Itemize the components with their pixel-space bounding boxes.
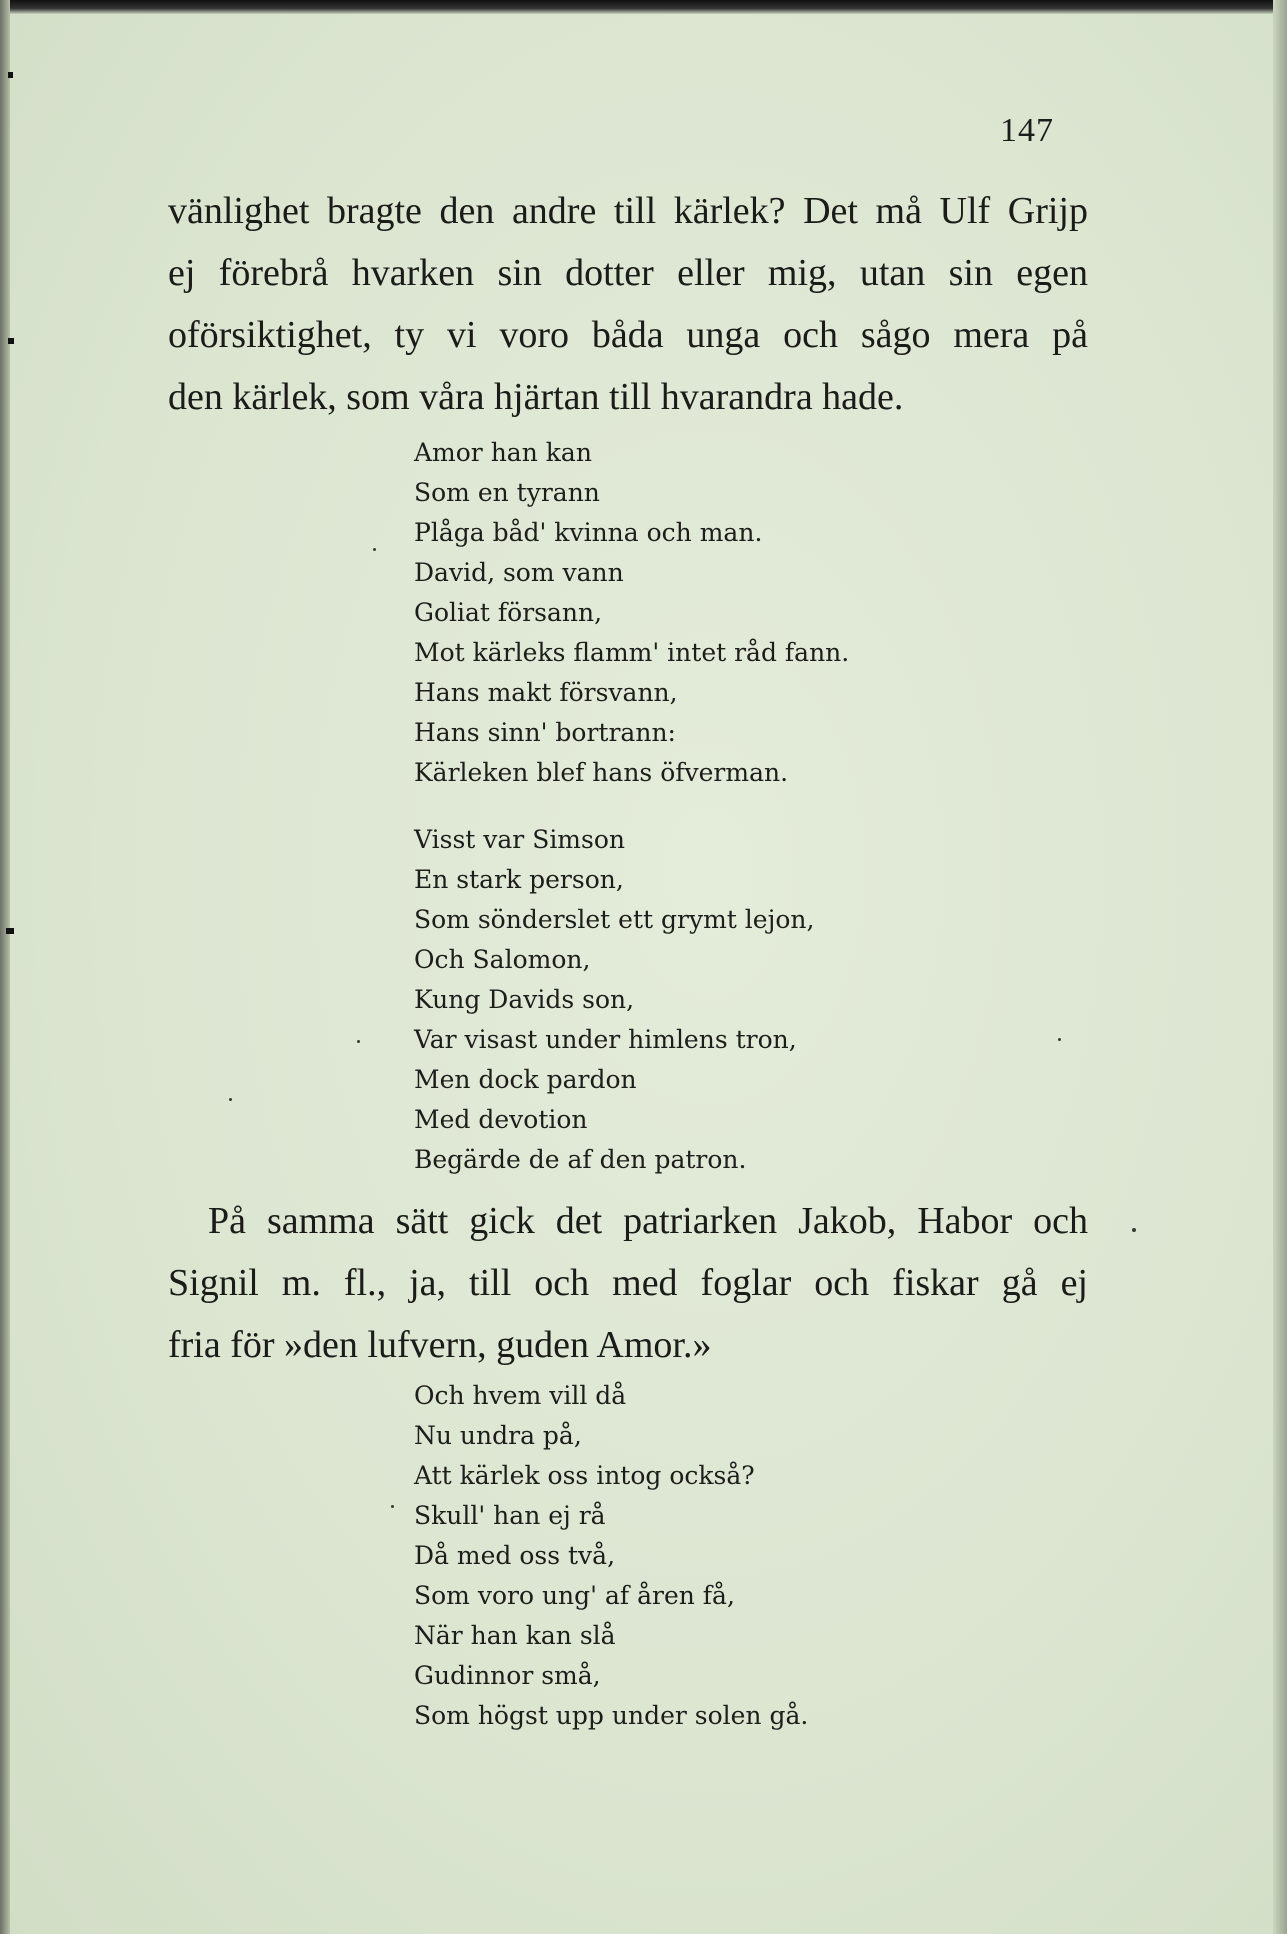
- verse-line: Mot kärleks flamm' intet råd fann.: [414, 638, 850, 667]
- paper-speck: [373, 548, 376, 551]
- margin-mark: [6, 928, 14, 934]
- verse-line: Då med oss två,: [414, 1541, 616, 1570]
- prose-line: På samma sätt gick det patriarken Jakob, Habor och: [208, 1200, 1088, 1242]
- paper-speck: [1058, 1038, 1061, 1041]
- verse-line: En stark person,: [414, 865, 624, 894]
- verse-line: Och Salomon,: [414, 945, 591, 974]
- verse-line: Som sönderslet ett grymt lejon,: [414, 905, 815, 934]
- verse-line: Amor han kan: [414, 438, 592, 467]
- verse-line: Hans sinn' bortrann:: [414, 718, 676, 747]
- verse-line: Som högst upp under solen gå.: [414, 1701, 809, 1730]
- verse-line: När han kan slå: [414, 1621, 616, 1650]
- verse-line: Gudinnor små,: [414, 1661, 601, 1690]
- verse-line: Men dock pardon: [414, 1065, 637, 1094]
- verse-stanza-3: [414, 1376, 808, 1736]
- verse-line: Plåga båd' kvinna och man.: [414, 518, 763, 547]
- prose-paragraph-bottom: [168, 1190, 1088, 1376]
- paper-speck: [1132, 1228, 1136, 1232]
- verse-line: Med devotion: [414, 1105, 588, 1134]
- verse-stanza-2: [414, 820, 814, 1180]
- prose-line: ej förebrå hvarken sin dotter eller mig, utan sin egen: [168, 252, 1088, 294]
- prose-line: den kärlek, som våra hjärtan till hvarandra hade.: [168, 376, 904, 418]
- verse-line: Hans makt försvann,: [414, 678, 678, 707]
- verse-line: Kung Davids son,: [414, 985, 635, 1014]
- verse-line: David, som vann: [414, 558, 624, 587]
- paper-speck: [229, 1098, 232, 1101]
- page-top-edge: [0, 0, 1287, 14]
- page-number: 147: [1000, 112, 1054, 149]
- prose-line: fria för »den lufvern, guden Amor.»: [168, 1324, 712, 1366]
- paper-speck: [391, 1505, 394, 1508]
- verse-line: Och hvem vill då: [414, 1381, 627, 1410]
- verse-stanza-1: [414, 433, 849, 793]
- paper-speck: [357, 1040, 360, 1043]
- prose-line: oförsiktighet, ty vi voro båda unga och sågo mera på: [168, 314, 1088, 356]
- verse-line: Visst var Simson: [414, 825, 625, 854]
- verse-line: Som en tyrann: [414, 478, 600, 507]
- verse-line: Goliat försann,: [414, 598, 603, 627]
- verse-line: Kärleken blef hans öfverman.: [414, 758, 789, 787]
- page-left-edge: [0, 0, 10, 1934]
- margin-mark: [8, 72, 13, 78]
- prose-line: vänlighet bragte den andre till kärlek? Det må Ulf Grijp: [168, 190, 1088, 232]
- prose-line: Signil m. fl., ja, till och med foglar och fiskar gå ej: [168, 1262, 1088, 1304]
- verse-line: Var visast under himlens tron,: [414, 1025, 797, 1054]
- prose-paragraph-top: [168, 180, 1088, 428]
- margin-mark: [8, 338, 14, 344]
- verse-line: Skull' han ej rå: [414, 1501, 606, 1530]
- verse-line: Nu undra på,: [414, 1421, 582, 1450]
- verse-line: Att kärlek oss intog också?: [414, 1461, 755, 1490]
- verse-line: Begärde de af den patron.: [414, 1145, 747, 1174]
- verse-line: Som voro ung' af åren få,: [414, 1581, 735, 1610]
- page-right-edge: [1273, 0, 1287, 1934]
